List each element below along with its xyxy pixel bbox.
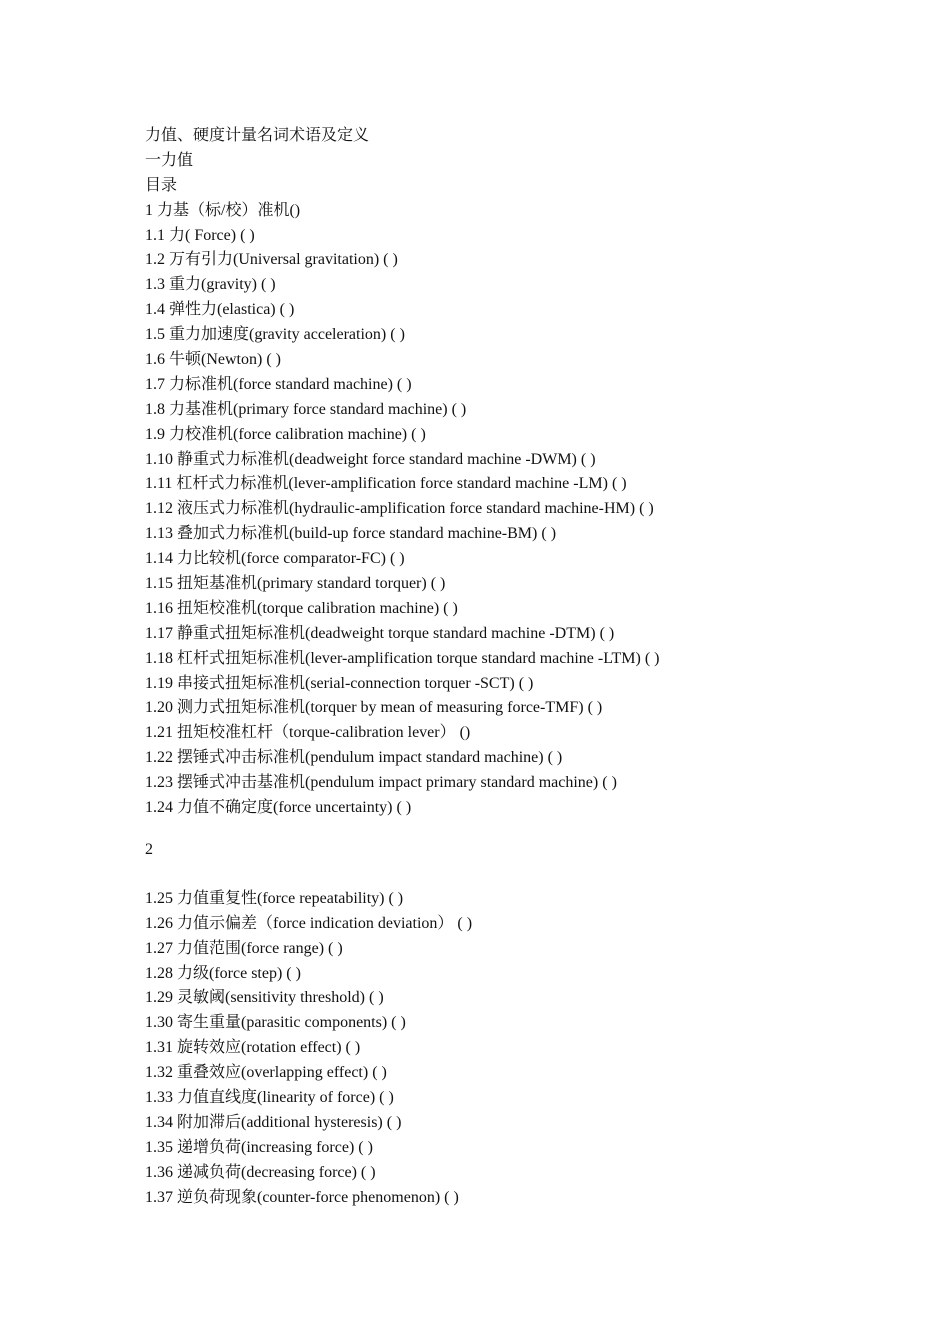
toc-list-part1 bbox=[145, 199, 905, 821]
toc-entry: 1.5 重力加速度(gravity acceleration) ( ) bbox=[145, 326, 405, 344]
page-number: 2 bbox=[145, 840, 153, 858]
toc-entry: 1.7 力标准机(force standard machine) ( ) bbox=[145, 375, 412, 393]
toc-entry: 1.34 附加滞后(additional hysteresis) ( ) bbox=[145, 1113, 402, 1131]
toc-entry: 1.10 静重式力标准机(deadweight force standard machine -DWM) ( ) bbox=[145, 450, 596, 468]
document-title: 力值、硬度计量名词术语及定义 bbox=[145, 127, 370, 144]
toc-entry: 1.28 力级(force step) ( ) bbox=[145, 964, 301, 982]
document-content bbox=[145, 124, 905, 1210]
toc-entry: 1.4 弹性力(elastica) ( ) bbox=[145, 301, 295, 319]
toc-entry: 1.22 摆锤式冲击标准机(pendulum impact standard machine) ( ) bbox=[145, 749, 563, 767]
toc-entry: 1.13 叠加式力标准机(build-up force standard machine-BM) ( ) bbox=[145, 525, 557, 543]
toc-entry: 1.24 力值不确定度(force uncertainty) ( ) bbox=[145, 799, 412, 817]
toc-entry: 1.35 递增负荷(increasing force) ( ) bbox=[145, 1138, 373, 1156]
toc-entry: 1.19 串接式扭矩标准机(serial-connection torquer -SCT) ( ) bbox=[145, 674, 534, 692]
toc-entry: 1.18 杠杆式扭矩标准机(lever-amplification torque standard machine -LTM) ( ) bbox=[145, 649, 660, 667]
toc-entry: 1.2 万有引力(Universal gravitation) ( ) bbox=[145, 251, 398, 269]
section-heading: 一力值 bbox=[145, 151, 194, 169]
toc-entry: 1.9 力校准机(force calibration machine) ( ) bbox=[145, 425, 426, 443]
toc-entry: 1.20 测力式扭矩标准机(torquer by mean of measuring force-TMF) ( ) bbox=[145, 699, 603, 717]
toc-entry: 1.14 力比较机(force comparator-FC) ( ) bbox=[145, 550, 405, 568]
toc-heading: 目录 bbox=[145, 176, 178, 194]
toc-entry: 1.31 旋转效应(rotation effect) ( ) bbox=[145, 1039, 361, 1057]
toc-entry: 1.3 重力(gravity) ( ) bbox=[145, 276, 276, 294]
toc-entry: 1.12 液压式力标准机(hydraulic-amplification force standard machine-HM) ( ) bbox=[145, 500, 654, 518]
toc-entry: 1.6 牛顿(Newton) ( ) bbox=[145, 351, 281, 369]
toc-entry: 1.27 力值范围(force range) ( ) bbox=[145, 939, 343, 957]
toc-entry: 1.15 扭矩基准机(primary standard torquer) ( ) bbox=[145, 575, 446, 593]
toc-entry: 1.25 力值重复性(force repeatability) ( ) bbox=[145, 889, 404, 907]
toc-entry: 1.11 杠杆式力标准机(lever-amplification force standard machine -LM) ( ) bbox=[145, 475, 627, 493]
toc-entry: 1.36 递减负荷(decreasing force) ( ) bbox=[145, 1163, 376, 1181]
toc-entry: 1.32 重叠效应(overlapping effect) ( ) bbox=[145, 1064, 387, 1082]
toc-entry: 1.16 扭矩校准机(torque calibration machine) ( ) bbox=[145, 599, 458, 617]
toc-entry: 1.29 灵敏阈(sensitivity threshold) ( ) bbox=[145, 989, 384, 1007]
toc-entry: 1.30 寄生重量(parasitic components) ( ) bbox=[145, 1014, 406, 1032]
toc-list-part2 bbox=[145, 887, 905, 1211]
toc-entry: 1.33 力值直线度(linearity of force) ( ) bbox=[145, 1088, 394, 1106]
toc-entry: 1 力基（标/校）准机() bbox=[145, 201, 301, 219]
toc-entry: 1.21 扭矩校准杠杆（torque-calibration lever） () bbox=[145, 724, 471, 742]
toc-entry: 1.17 静重式扭矩标准机(deadweight torque standard machine -DTM) ( ) bbox=[145, 624, 615, 642]
toc-entry: 1.37 逆负荷现象(counter-force phenomenon) ( ) bbox=[145, 1188, 459, 1206]
toc-entry: 1.8 力基准机(primary force standard machine) ( ) bbox=[145, 400, 467, 418]
toc-entry: 1.26 力值示偏差（force indication deviation） ( ) bbox=[145, 914, 473, 932]
toc-entry: 1.23 摆锤式冲击基准机(pendulum impact primary standard machine) ( ) bbox=[145, 774, 617, 792]
toc-entry: 1.1 力( Force) ( ) bbox=[145, 226, 255, 244]
